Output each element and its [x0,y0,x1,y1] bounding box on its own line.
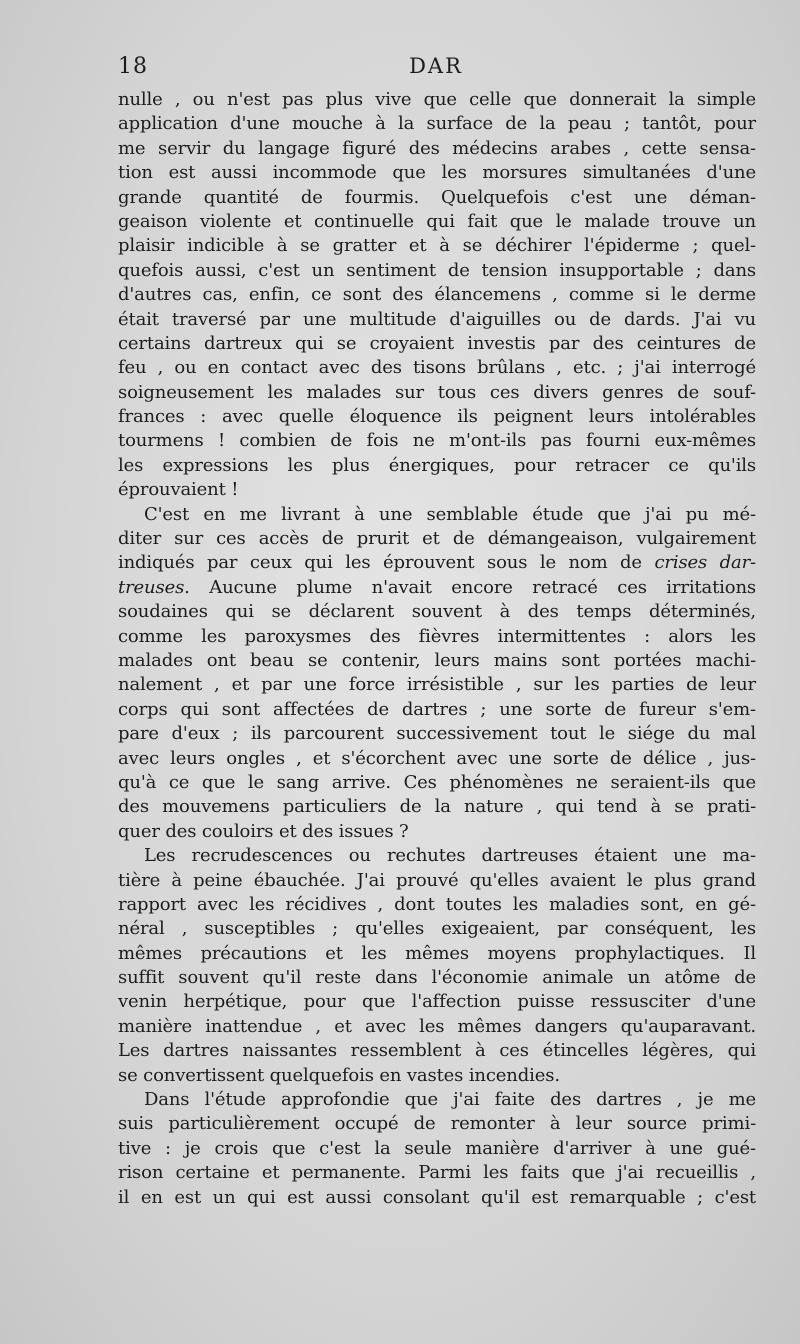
text-line [118,88,756,112]
line-text: certains dartreux qui se croyaient investis par des ceintures de [118,332,756,354]
line-text: soigneusement les malades sur tous ces divers genres de souf- [118,381,756,403]
line-text: quefois aussi, c'est un sentiment de tension insupportable ; dans [118,259,756,281]
line-text: éprouvaient ! [118,479,239,501]
text-line [118,942,756,966]
line-text: tourmens ! combien de fois ne m'ont-ils pas fourni eux-mêmes [118,430,756,452]
text-line [118,478,756,502]
text-line [118,1137,756,1161]
line-text: indiqués par ceux qui les éprouvent sous le nom de [118,552,655,574]
text-line [118,454,756,478]
page-header [118,54,754,84]
text-line [118,551,756,575]
text-line [118,771,756,795]
text-line [118,795,756,819]
text-line [118,673,756,697]
line-text: C'est en me livrant à une semblable étude que j'ai pu mé- [144,503,756,525]
page-number: 18 [118,54,148,79]
text-line [118,210,756,234]
line-text: grande quantité de fourmis. Quelquefois c'est une déman- [118,186,756,208]
line-text: avec leurs ongles , et s'écorchent avec une sorte de délice , jus- [118,747,756,769]
line-text: nulle , ou n'est pas plus vive que celle que donnerait la simple [118,89,756,110]
text-line [118,1161,756,1185]
line-text: comme les paroxysmes des fièvres intermittentes : alors les [118,625,756,647]
text-line [118,966,756,990]
line-text: se convertissent quelquefois en vastes incendies. [118,1064,560,1086]
text-line [118,381,756,405]
text-line [118,1015,756,1039]
text-line [118,893,756,917]
text-line [118,137,756,161]
text-line [118,917,756,941]
line-text: feu , ou en contact avec des tisons brûlans , etc. ; j'ai interrogé [118,357,756,379]
line-text: les expressions les plus énergiques, pour retracer ce qu'ils [118,454,756,476]
text-line [118,869,756,893]
line-text: application d'une mouche à la surface de la peau ; tantôt, pour [118,113,756,135]
line-text: d'autres cas, enfin, ce sont des élancemens , comme si le derme [118,284,756,306]
line-text: néral , susceptibles ; qu'elles exigeaient, par conséquent, les [118,918,756,940]
line-text: était traversé par une multitude d'aiguilles ou de dards. J'ai vu [118,308,756,330]
line-text: Les recrudescences ou rechutes dartreuses étaient une ma- [144,845,756,867]
text-line [118,308,756,332]
line-text: mêmes précautions et les mêmes moyens prophylactiques. Il [118,942,756,964]
line-text: tive : je crois que c'est la seule manière d'arriver à une gué- [118,1137,756,1159]
text-line [118,844,756,868]
line-text: plaisir indicible à se gratter et à se déchirer l'épiderme ; quel- [118,235,756,257]
text-line [118,527,756,551]
text-line [118,283,756,307]
text-line [118,576,756,600]
line-text: tion est aussi incommode que les morsures simultanées d'une [118,162,756,184]
line-text: manière inattendue , et avec les mêmes dangers qu'auparavant. [118,1015,756,1037]
text-line [118,1064,756,1088]
text-line [118,698,756,722]
text-line [118,600,756,624]
line-text: soudaines qui se déclarent souvent à des temps déterminés, [118,601,756,623]
text-line [118,405,756,429]
text-line [118,186,756,210]
text-line [118,747,756,771]
body-text [118,88,756,1210]
line-text: corps qui sont affectées de dartres ; une sorte de fureur s'em- [118,698,756,720]
line-text: diter sur ces accès de prurit et de démangeaison, vulgairement [118,528,756,550]
text-line [118,161,756,185]
text-line [118,820,756,844]
line-text: des mouvemens particuliers de la nature , qui tend à se prati- [118,796,756,818]
line-text: tière à peine ébauchée. J'ai prouvé qu'elles avaient le plus grand [118,869,756,891]
running-head: DAR [409,54,463,78]
line-text: rapport avec les récidives , dont toutes les maladies sont, en gé- [118,893,756,915]
text-line [118,332,756,356]
line-italic-text: crises dar- [654,552,756,574]
text-line [118,112,756,136]
line-text: Dans l'étude approfondie que j'ai faite des dartres , je me [144,1089,756,1111]
line-text: geaison violente et continuelle qui fait que le malade trouve un [118,210,756,232]
text-line [118,1039,756,1063]
text-line [118,356,756,380]
line-text: nalement , et par une force irrésistible , sur les parties de leur [118,674,756,696]
line-text: suis particulièrement occupé de remonter à leur source primi- [118,1113,756,1135]
line-text: rison certaine et permanente. Parmi les faits que j'ai recueillis , [118,1162,756,1184]
text-line [118,503,756,527]
line-text: pare d'eux ; ils parcourent successivement tout le siége du mal [118,723,756,745]
text-line [118,722,756,746]
text-line [118,234,756,258]
text-line [118,625,756,649]
text-line [118,429,756,453]
text-line [118,1088,756,1112]
line-italic-text: treuses [118,576,185,598]
text-line [118,990,756,1014]
text-line [118,1186,756,1210]
text-line [118,259,756,283]
line-text: il en est un qui est aussi consolant qu'il est remarquable ; c'est [118,1186,756,1208]
line-text: malades ont beau se contenir, leurs mains sont portées machi- [118,649,756,671]
text-line [118,649,756,673]
line-text: venin herpétique, pour que l'affection puisse ressusciter d'une [118,991,756,1013]
line-text: suffit souvent qu'il reste dans l'économie animale un atôme de [118,967,756,989]
line-text: quer des couloirs et des issues ? [118,820,409,842]
line-text-after: . Aucune plume n'avait encore retracé ces irritations [184,576,756,598]
text-line [118,1112,756,1136]
line-text: frances : avec quelle éloquence ils peignent leurs intolérables [118,406,756,428]
line-text: qu'à ce que le sang arrive. Ces phénomènes ne seraient-ils que [118,771,756,793]
line-text: me servir du langage figuré des médecins arabes , cette sensa- [118,137,756,159]
line-text: Les dartres naissantes ressemblent à ces étincelles légères, qui [118,1040,756,1062]
